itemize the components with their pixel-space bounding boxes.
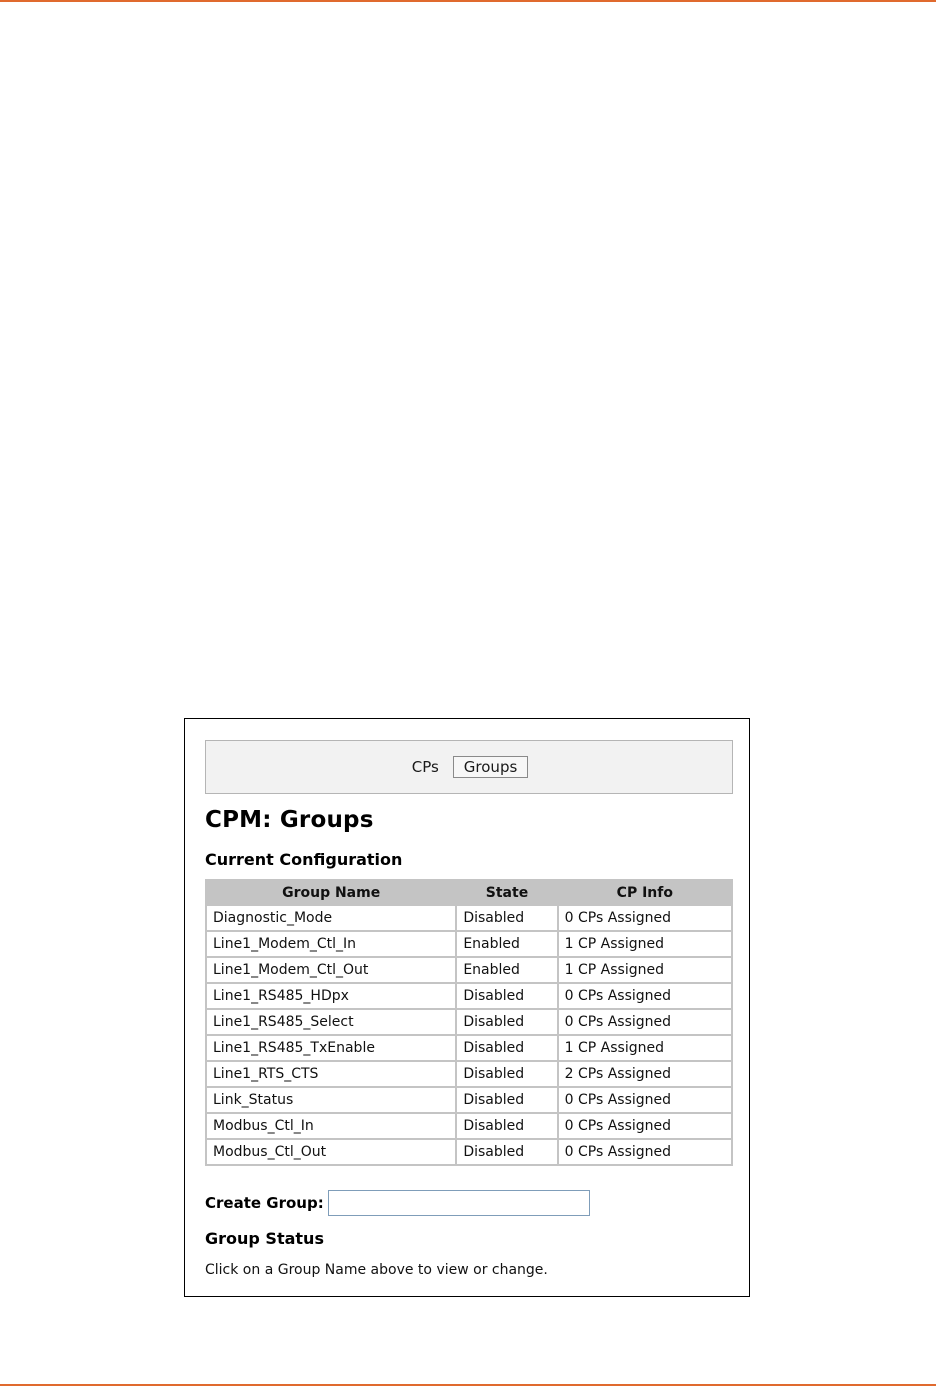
create-group-label: Create Group: — [205, 1194, 324, 1212]
table-row — [207, 1114, 731, 1138]
create-group-row — [205, 1190, 590, 1216]
group-name-cell[interactable]: Line1_Modem_Ctl_In — [207, 932, 455, 956]
state-cell: Disabled — [457, 1140, 556, 1164]
cp-info-cell: 2 CPs Assigned — [559, 1062, 731, 1086]
group-name-cell[interactable]: Line1_RTS_CTS — [207, 1062, 455, 1086]
page-title: CPM: Groups — [205, 807, 374, 833]
table-row — [207, 932, 731, 956]
table-row — [207, 1088, 731, 1112]
groups-table — [205, 879, 733, 1166]
state-cell: Enabled — [457, 932, 556, 956]
table-row — [207, 1062, 731, 1086]
state-cell: Enabled — [457, 958, 556, 982]
screenshot-frame — [184, 718, 750, 1297]
state-cell: Disabled — [457, 984, 556, 1008]
cp-info-cell: 1 CP Assigned — [559, 1036, 731, 1060]
group-status-text: Click on a Group Name above to view or change. — [205, 1262, 548, 1278]
table-row — [207, 906, 731, 930]
group-name-cell[interactable]: Line1_RS485_Select — [207, 1010, 455, 1034]
column-header-state: State — [457, 881, 556, 904]
nav-link-groups[interactable]: Groups — [453, 756, 528, 778]
table-row — [207, 1140, 731, 1164]
cp-info-cell: 0 CPs Assigned — [559, 984, 731, 1008]
group-name-cell[interactable]: Diagnostic_Mode — [207, 906, 455, 930]
create-group-input[interactable] — [328, 1190, 590, 1216]
state-cell: Disabled — [457, 1010, 556, 1034]
cp-info-cell: 0 CPs Assigned — [559, 1088, 731, 1112]
table-row — [207, 1010, 731, 1034]
cp-info-cell: 1 CP Assigned — [559, 932, 731, 956]
bottom-rule — [0, 1384, 936, 1386]
table-row — [207, 984, 731, 1008]
table-row — [207, 1036, 731, 1060]
group-status-heading: Group Status — [205, 1229, 324, 1248]
state-cell: Disabled — [457, 1114, 556, 1138]
nav-link-cps[interactable]: CPs — [411, 758, 439, 776]
group-name-cell[interactable]: Line1_RS485_TxEnable — [207, 1036, 455, 1060]
cp-info-cell: 0 CPs Assigned — [559, 1114, 731, 1138]
cp-info-cell: 0 CPs Assigned — [559, 906, 731, 930]
column-header-cp-info: CP Info — [559, 881, 731, 904]
table-header-row — [207, 881, 731, 904]
state-cell: Disabled — [457, 1036, 556, 1060]
state-cell: Disabled — [457, 906, 556, 930]
groups-table-body — [207, 906, 731, 1164]
current-configuration-heading: Current Configuration — [205, 850, 403, 869]
cp-info-cell: 0 CPs Assigned — [559, 1140, 731, 1164]
state-cell: Disabled — [457, 1088, 556, 1112]
state-cell: Disabled — [457, 1062, 556, 1086]
group-name-cell[interactable]: Line1_Modem_Ctl_Out — [207, 958, 455, 982]
group-name-cell[interactable]: Line1_RS485_HDpx — [207, 984, 455, 1008]
column-header-group-name: Group Name — [207, 881, 455, 904]
group-name-cell[interactable]: Link_Status — [207, 1088, 455, 1112]
table-row — [207, 958, 731, 982]
cpm-nav-bar — [205, 740, 733, 794]
cp-info-cell: 0 CPs Assigned — [559, 1010, 731, 1034]
group-name-cell[interactable]: Modbus_Ctl_Out — [207, 1140, 455, 1164]
cp-info-cell: 1 CP Assigned — [559, 958, 731, 982]
group-name-cell[interactable]: Modbus_Ctl_In — [207, 1114, 455, 1138]
top-rule — [0, 0, 936, 2]
